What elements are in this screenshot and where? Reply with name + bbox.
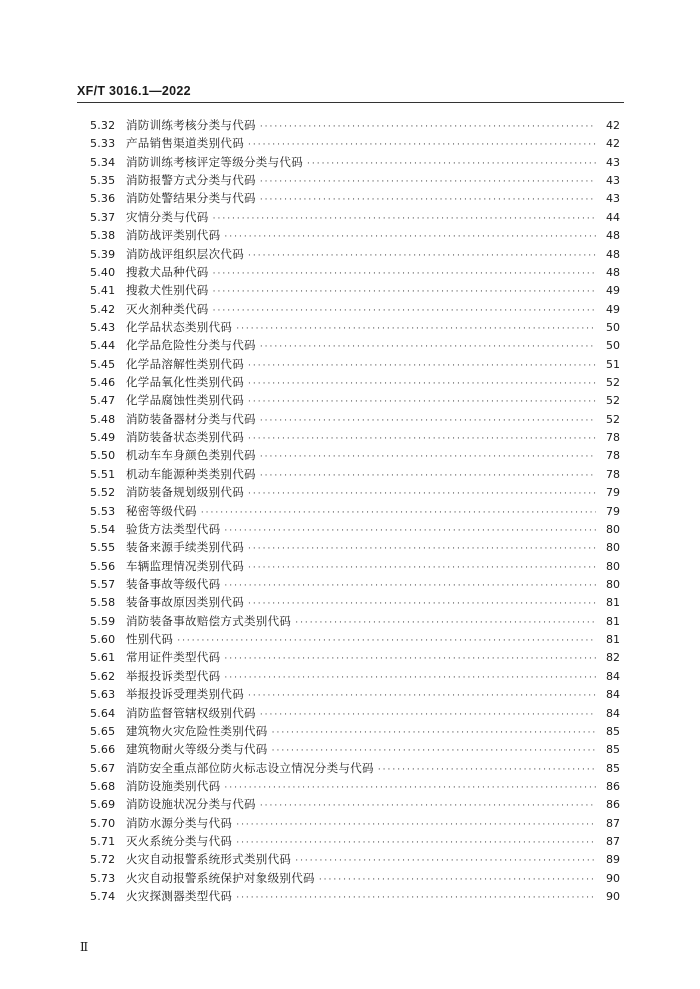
toc-dot-leader	[201, 504, 596, 522]
toc-entry-page: 48	[606, 247, 620, 261]
toc-entry-number: 5.57	[90, 577, 116, 591]
toc-entry[interactable]	[90, 410, 620, 428]
toc-entry-page: 48	[606, 265, 620, 279]
toc-dot-leader	[248, 357, 596, 375]
standard-code-header: XF/T 3016.1—2022	[77, 84, 191, 98]
toc-dot-leader	[248, 595, 596, 613]
toc-entry-number: 5.47	[90, 394, 116, 408]
toc-dot-leader	[260, 173, 596, 191]
toc-entry-number: 5.40	[90, 265, 116, 279]
toc-entry-page: 90	[606, 871, 620, 885]
toc-entry-title: 消防安全重点部位防火标志设立情况分类与代码	[126, 760, 374, 775]
toc-dot-leader	[248, 687, 596, 705]
toc-dot-leader	[213, 265, 596, 283]
page-number: Ⅱ	[80, 940, 89, 954]
toc-entry-number: 5.44	[90, 339, 116, 353]
toc-entry[interactable]	[90, 593, 620, 611]
toc-entry[interactable]	[90, 391, 620, 409]
toc-entry[interactable]	[90, 189, 620, 207]
toc-entry-page: 78	[606, 467, 620, 481]
toc-dot-leader	[213, 302, 596, 320]
toc-entry[interactable]	[90, 520, 620, 538]
toc-entry-page: 84	[606, 669, 620, 683]
toc-entry-title: 消防战评组织层次代码	[126, 246, 244, 261]
toc-entry-page: 85	[606, 743, 620, 757]
toc-entry-title: 装备事故等级代码	[126, 576, 221, 591]
toc-entry-title: 性别代码	[126, 632, 174, 647]
toc-entry-title: 秘密等级代码	[126, 503, 197, 518]
toc-entry-title: 装备事故原因类别代码	[126, 595, 244, 610]
toc-entry-number: 5.64	[90, 706, 116, 720]
toc-entry-number: 5.48	[90, 412, 116, 426]
toc-entry[interactable]	[90, 850, 620, 868]
toc-entry-number: 5.33	[90, 137, 116, 151]
toc-entry-title: 搜救犬品种代码	[126, 264, 209, 279]
toc-entry-title: 消防训练考核评定等级分类与代码	[126, 154, 303, 169]
toc-entry-title: 机动车能源种类类别代码	[126, 466, 256, 481]
toc-dot-leader	[378, 761, 596, 779]
table-of-contents	[90, 116, 620, 905]
toc-dot-leader	[295, 852, 596, 870]
toc-entry[interactable]	[90, 355, 620, 373]
toc-entry-title: 灭火系统分类与代码	[126, 834, 233, 849]
toc-entry-title: 建筑物火灾危险性类别代码	[126, 723, 268, 738]
toc-entry-page: 79	[606, 504, 620, 518]
toc-entry-number: 5.73	[90, 871, 116, 885]
toc-entry-page: 78	[606, 431, 620, 445]
toc-entry-page: 52	[606, 376, 620, 390]
toc-entry-page: 82	[606, 651, 620, 665]
toc-entry-title: 消防水源分类与代码	[126, 815, 233, 830]
toc-entry-page: 50	[606, 339, 620, 353]
toc-entry-title: 化学品状态类别代码	[126, 319, 233, 334]
toc-entry[interactable]	[90, 575, 620, 593]
toc-entry-page: 84	[606, 706, 620, 720]
toc-entry-title: 消防装备状态类别代码	[126, 430, 244, 445]
toc-entry-title: 消防战评类别代码	[126, 228, 221, 243]
toc-entry[interactable]	[90, 557, 620, 575]
toc-entry[interactable]	[90, 245, 620, 263]
toc-entry-title: 化学品溶解性类别代码	[126, 356, 244, 371]
toc-entry-title: 装备来源手续类别代码	[126, 540, 244, 555]
toc-dot-leader	[224, 669, 596, 687]
toc-dot-leader	[177, 632, 596, 650]
toc-entry-page: 86	[606, 798, 620, 812]
toc-entry-number: 5.68	[90, 779, 116, 793]
toc-entry-number: 5.53	[90, 504, 116, 518]
toc-entry-page: 87	[606, 835, 620, 849]
toc-dot-leader	[236, 320, 596, 338]
toc-entry-number: 5.45	[90, 357, 116, 371]
toc-entry-title: 火灾自动报警系统形式类别代码	[126, 852, 292, 867]
toc-entry[interactable]	[90, 300, 620, 318]
toc-entry-title: 产品销售渠道类别代码	[126, 136, 244, 151]
toc-dot-leader	[248, 559, 596, 577]
toc-entry-page: 85	[606, 724, 620, 738]
toc-entry-number: 5.50	[90, 449, 116, 463]
toc-entry-title: 验货方法类型代码	[126, 521, 221, 536]
toc-entry-page: 44	[606, 210, 620, 224]
toc-entry-title: 火灾探测器类型代码	[126, 889, 233, 904]
toc-entry-page: 49	[606, 284, 620, 298]
toc-dot-leader	[295, 614, 596, 632]
toc-entry[interactable]	[90, 153, 620, 171]
toc-dot-leader	[260, 191, 596, 209]
toc-dot-leader	[260, 797, 596, 815]
toc-entry-number: 5.56	[90, 559, 116, 573]
toc-entry-number: 5.41	[90, 284, 116, 298]
toc-entry[interactable]	[90, 722, 620, 740]
toc-entry-number: 5.34	[90, 155, 116, 169]
toc-entry-number: 5.72	[90, 853, 116, 867]
toc-entry[interactable]	[90, 263, 620, 281]
toc-dot-leader	[260, 412, 596, 430]
toc-dot-leader	[224, 577, 596, 595]
toc-dot-leader	[248, 393, 596, 411]
toc-entry[interactable]	[90, 281, 620, 299]
toc-entry[interactable]	[90, 612, 620, 630]
toc-entry-title: 消防训练考核分类与代码	[126, 118, 256, 132]
toc-entry-number: 5.71	[90, 835, 116, 849]
toc-entry-number: 5.38	[90, 229, 116, 243]
toc-dot-leader	[224, 779, 596, 797]
toc-entry-number: 5.59	[90, 614, 116, 628]
toc-entry-page: 81	[606, 596, 620, 610]
toc-entry-number: 5.36	[90, 192, 116, 206]
toc-entry-title: 消防设施类别代码	[126, 778, 221, 793]
toc-dot-leader	[236, 889, 596, 907]
toc-entry-page: 52	[606, 394, 620, 408]
toc-entry-page: 48	[606, 229, 620, 243]
toc-entry[interactable]	[90, 814, 620, 832]
toc-entry-page: 43	[606, 174, 620, 188]
toc-entry[interactable]	[90, 208, 620, 226]
toc-entry-title: 举报投诉受理类别代码	[126, 687, 244, 702]
toc-entry-number: 5.67	[90, 761, 116, 775]
toc-entry-title: 消防装备器材分类与代码	[126, 411, 256, 426]
toc-entry-page: 80	[606, 541, 620, 555]
toc-entry-number: 5.74	[90, 890, 116, 904]
toc-entry[interactable]	[90, 318, 620, 336]
toc-entry[interactable]	[90, 777, 620, 795]
toc-entry[interactable]	[90, 869, 620, 887]
toc-entry-title: 消防装备事故赔偿方式类别代码	[126, 613, 292, 628]
toc-entry-number: 5.62	[90, 669, 116, 683]
header-divider	[77, 102, 624, 103]
toc-entry-title: 消防装备规划级别代码	[126, 485, 244, 500]
toc-entry-page: 81	[606, 614, 620, 628]
toc-entry-page: 79	[606, 486, 620, 500]
toc-dot-leader	[319, 871, 596, 889]
toc-entry-page: 81	[606, 633, 620, 647]
toc-dot-leader	[224, 650, 596, 668]
toc-entry[interactable]	[90, 648, 620, 666]
toc-entry-number: 5.61	[90, 651, 116, 665]
toc-entry[interactable]	[90, 832, 620, 850]
toc-entry-number: 5.42	[90, 302, 116, 316]
toc-entry[interactable]	[90, 740, 620, 758]
toc-entry-page: 80	[606, 559, 620, 573]
toc-entry-number: 5.35	[90, 174, 116, 188]
toc-entry-number: 5.46	[90, 376, 116, 390]
toc-dot-leader	[260, 706, 596, 724]
toc-entry-title: 化学品危险性分类与代码	[126, 338, 256, 353]
toc-entry[interactable]	[90, 538, 620, 556]
toc-dot-leader	[213, 283, 596, 301]
toc-entry[interactable]	[90, 704, 620, 722]
toc-entry[interactable]	[90, 373, 620, 391]
toc-entry-title: 消防设施状况分类与代码	[126, 797, 256, 812]
toc-entry-number: 5.63	[90, 688, 116, 702]
toc-entry-page: 84	[606, 688, 620, 702]
toc-dot-leader	[248, 485, 596, 503]
toc-dot-leader	[260, 467, 596, 485]
toc-entry[interactable]	[90, 134, 620, 152]
toc-entry-number: 5.54	[90, 522, 116, 536]
toc-entry-page: 87	[606, 816, 620, 830]
toc-entry-number: 5.55	[90, 541, 116, 555]
toc-entry-title: 车辆监理情况类别代码	[126, 558, 244, 573]
toc-entry[interactable]	[90, 759, 620, 777]
toc-entry[interactable]	[90, 226, 620, 244]
toc-dot-leader	[248, 430, 596, 448]
toc-entry[interactable]	[90, 171, 620, 189]
toc-entry[interactable]	[90, 887, 620, 905]
toc-entry-title: 化学品氧化性类别代码	[126, 375, 244, 390]
toc-dot-leader	[248, 375, 596, 393]
toc-entry-number: 5.66	[90, 743, 116, 757]
toc-entry[interactable]	[90, 336, 620, 354]
toc-entry-number: 5.69	[90, 798, 116, 812]
toc-dot-leader	[307, 155, 596, 173]
toc-entry-page: 42	[606, 119, 620, 132]
toc-entry-page: 89	[606, 853, 620, 867]
toc-entry-title: 消防监督管辖权级别代码	[126, 705, 256, 720]
toc-entry-title: 灾情分类与代码	[126, 209, 209, 224]
toc-entry-title: 化学品腐蚀性类别代码	[126, 393, 244, 408]
toc-entry-page: 78	[606, 449, 620, 463]
toc-entry-title: 搜救犬性别代码	[126, 283, 209, 298]
toc-entry-page: 51	[606, 357, 620, 371]
toc-entry-number: 5.39	[90, 247, 116, 261]
toc-entry-title: 建筑物耐火等级分类与代码	[126, 742, 268, 757]
toc-entry-number: 5.37	[90, 210, 116, 224]
toc-entry[interactable]	[90, 428, 620, 446]
toc-entry-page: 80	[606, 577, 620, 591]
toc-entry-number: 5.60	[90, 633, 116, 647]
toc-entry[interactable]	[90, 630, 620, 648]
toc-entry-title: 举报投诉类型代码	[126, 668, 221, 683]
toc-dot-leader	[260, 448, 596, 466]
toc-dot-leader	[224, 228, 596, 246]
toc-entry-page: 85	[606, 761, 620, 775]
toc-dot-leader	[260, 118, 596, 136]
toc-entry-title: 消防处警结果分类与代码	[126, 191, 256, 206]
toc-entry-title: 消防报警方式分类与代码	[126, 173, 256, 188]
toc-entry-page: 90	[606, 890, 620, 904]
toc-entry-number: 5.65	[90, 724, 116, 738]
toc-entry[interactable]	[90, 446, 620, 464]
toc-entry[interactable]	[90, 502, 620, 520]
toc-entry-number: 5.52	[90, 486, 116, 500]
toc-entry-page: 50	[606, 320, 620, 334]
toc-entry-title: 火灾自动报警系统保护对象级别代码	[126, 870, 315, 885]
toc-entry-title: 常用证件类型代码	[126, 650, 221, 665]
toc-entry-page: 80	[606, 522, 620, 536]
toc-entry[interactable]	[90, 685, 620, 703]
toc-entry-number: 5.43	[90, 320, 116, 334]
toc-entry[interactable]	[90, 483, 620, 501]
toc-entry-number: 5.51	[90, 467, 116, 481]
toc-entry-title: 灭火剂种类代码	[126, 301, 209, 316]
toc-entry-page: 42	[606, 137, 620, 151]
toc-dot-leader	[272, 724, 596, 742]
toc-dot-leader	[248, 540, 596, 558]
toc-entry-title: 机动车车身颜色类别代码	[126, 448, 256, 463]
toc-entry-page: 43	[606, 155, 620, 169]
toc-entry-page: 49	[606, 302, 620, 316]
toc-entry-page: 86	[606, 779, 620, 793]
toc-entry[interactable]	[90, 795, 620, 813]
toc-dot-leader	[260, 338, 596, 356]
toc-dot-leader	[213, 210, 596, 228]
toc-entry-page: 43	[606, 192, 620, 206]
toc-entry[interactable]	[90, 116, 620, 134]
toc-entry-number: 5.70	[90, 816, 116, 830]
toc-dot-leader	[224, 522, 596, 540]
toc-entry-number: 5.49	[90, 431, 116, 445]
toc-entry-number: 5.32	[90, 119, 116, 132]
toc-dot-leader	[236, 816, 596, 834]
toc-entry-page: 52	[606, 412, 620, 426]
toc-dot-leader	[248, 247, 596, 265]
toc-entry[interactable]	[90, 667, 620, 685]
toc-entry[interactable]	[90, 465, 620, 483]
toc-entry-number: 5.58	[90, 596, 116, 610]
